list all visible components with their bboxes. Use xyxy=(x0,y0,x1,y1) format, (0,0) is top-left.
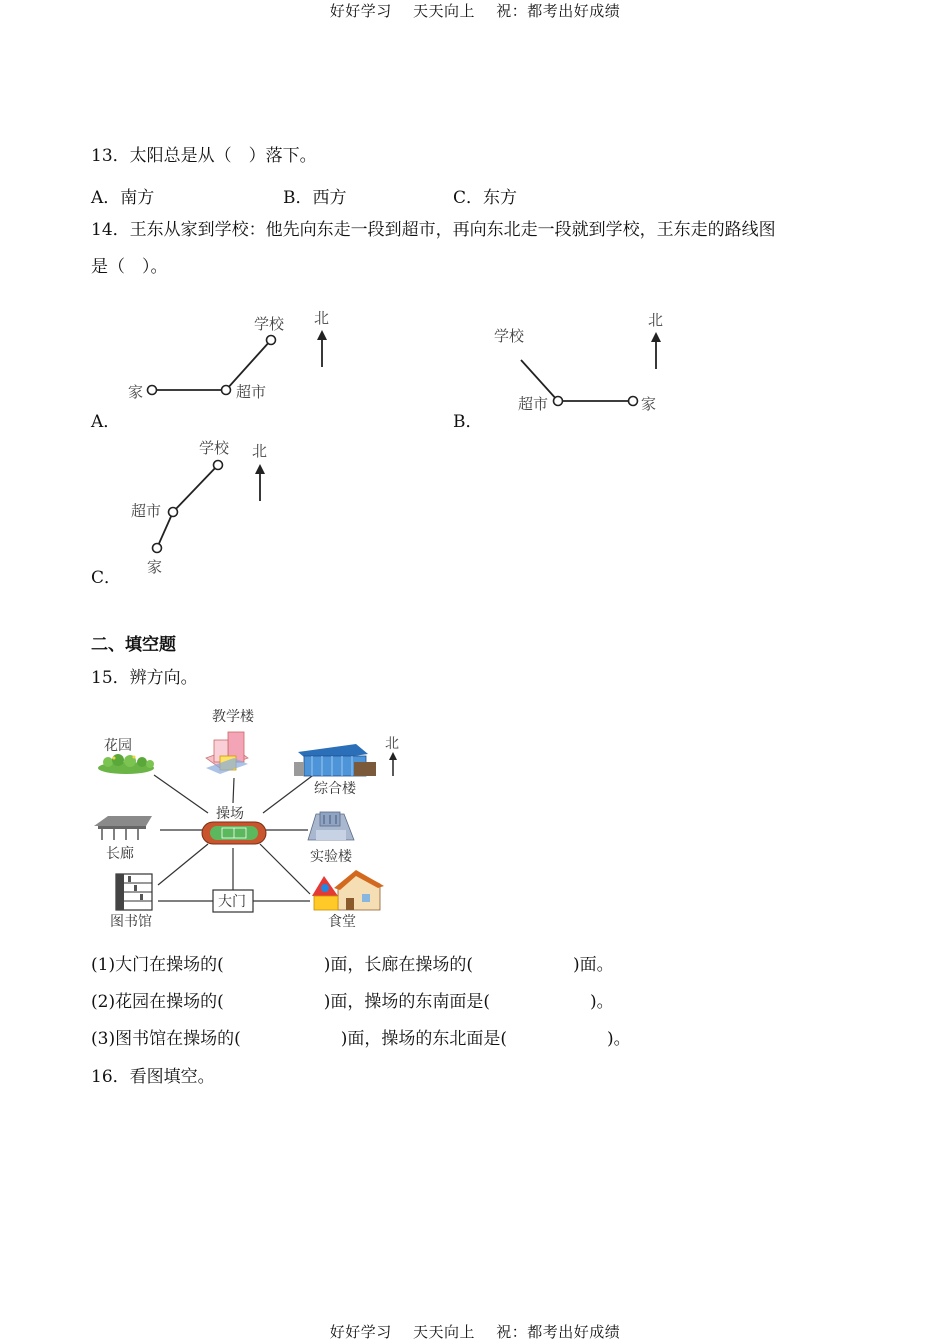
lab-building-label: 实验楼 xyxy=(310,849,352,865)
school-point xyxy=(267,336,276,345)
line-to-teaching-building xyxy=(233,778,234,803)
header-motto-3: 祝：都考出好成绩 xyxy=(496,2,621,20)
q15-sub1-part1: (1)大门在操场的( xyxy=(91,955,224,975)
q15-campus-map xyxy=(88,700,408,935)
north-label: 北 xyxy=(252,442,268,460)
q13-option-b: B．西方 xyxy=(283,188,347,208)
home-label: 家 xyxy=(147,558,163,576)
playground-icon xyxy=(202,822,266,844)
school-point xyxy=(214,461,223,470)
line-to-library xyxy=(158,844,208,885)
section-title-fill-blanks: 二、填空题 xyxy=(91,635,176,655)
q14-option-a-label: A． xyxy=(91,412,121,432)
home-point xyxy=(629,397,638,406)
q15-sub1-part3: )面。 xyxy=(572,955,614,975)
corridor-icon xyxy=(94,816,152,840)
supermarket-label: 超市 xyxy=(236,383,267,401)
route-supermarket-school xyxy=(173,465,218,512)
line-to-garden xyxy=(154,775,208,813)
q15-sub3-part3: )。 xyxy=(606,1029,631,1049)
q14-option-c-label: C． xyxy=(91,568,122,588)
home-label: 家 xyxy=(641,395,657,413)
q15-sub3 xyxy=(91,1029,631,1049)
q14-diagram-c xyxy=(125,435,285,580)
teaching-building-icon xyxy=(206,732,248,774)
q15-sub2-part1: (2)花园在操场的( xyxy=(91,992,224,1012)
supermarket-label: 超市 xyxy=(131,502,162,520)
q14-stem-line1: 14．王东从家到学校：他先向东走一段到超市，再向东北走一段就到学校，王东走的路线图 xyxy=(91,220,776,240)
q15-sub1 xyxy=(91,955,614,975)
school-label: 学校 xyxy=(199,439,230,457)
complex-building-label: 综合楼 xyxy=(314,781,356,797)
footer-motto-3: 祝：都考出好成绩 xyxy=(496,1323,621,1341)
q15-sub2 xyxy=(91,992,614,1012)
q13-option-c: C．东方 xyxy=(453,188,518,208)
page-footer xyxy=(0,1321,950,1342)
map-north-arrowhead-icon xyxy=(389,752,397,760)
q14-stem-line2: 是（ ）。 xyxy=(91,257,168,277)
home-point xyxy=(153,544,162,553)
canteen-label: 食堂 xyxy=(328,914,356,930)
supermarket-point xyxy=(222,386,231,395)
line-to-complex-building xyxy=(263,770,320,813)
library-label: 图书馆 xyxy=(110,914,152,930)
corridor-label: 长廊 xyxy=(106,846,134,862)
footer-motto-1: 好好学习 xyxy=(329,1323,392,1341)
header-motto-2: 天天向上 xyxy=(412,2,475,20)
supermarket-point xyxy=(554,397,563,406)
teaching-building-label: 教学楼 xyxy=(212,709,254,725)
q15-sub3-part1: (3)图书馆在操场的( xyxy=(91,1029,241,1049)
gate-label: 大门 xyxy=(218,894,246,910)
home-label: 家 xyxy=(128,383,144,401)
q13-stem: 13．太阳总是从（ ）落下。 xyxy=(91,146,317,166)
supermarket-point xyxy=(169,508,178,517)
q15-stem: 15．辨方向。 xyxy=(91,668,198,688)
q15-sub2-part3: )。 xyxy=(589,992,614,1012)
q15-sub3-part2: )面，操场的东北面是( xyxy=(340,1029,507,1049)
footer-motto-2: 天天向上 xyxy=(412,1323,475,1341)
page-header xyxy=(0,0,950,21)
q15-sub1-part2: )面，长廊在操场的( xyxy=(323,955,473,975)
library-icon xyxy=(116,874,152,910)
home-point xyxy=(148,386,157,395)
map-north-label: 北 xyxy=(385,736,399,752)
q16-stem: 16．看图填空。 xyxy=(91,1067,215,1087)
q13-option-a: A．南方 xyxy=(91,188,155,208)
q15-sub2-part2: )面，操场的东南面是( xyxy=(323,992,490,1012)
q14-option-b-label: B． xyxy=(453,412,483,432)
supermarket-label: 超市 xyxy=(518,395,549,413)
complex-building-icon xyxy=(294,744,376,776)
lab-building-icon xyxy=(308,812,354,840)
north-arrowhead-icon xyxy=(255,464,265,474)
header-motto-1: 好好学习 xyxy=(329,2,392,20)
garden-label: 花园 xyxy=(104,738,132,754)
school-label: 学校 xyxy=(254,315,285,333)
line-to-canteen xyxy=(260,844,310,894)
school-label: 学校 xyxy=(494,327,525,345)
garden-icon xyxy=(98,754,154,774)
q14-diagram-a xyxy=(120,305,350,415)
canteen-icon xyxy=(312,870,384,910)
north-arrowhead-icon xyxy=(317,330,327,340)
playground-label: 操场 xyxy=(216,806,244,822)
north-label: 北 xyxy=(314,309,330,327)
north-label: 北 xyxy=(648,311,664,329)
north-arrowhead-icon xyxy=(651,332,661,342)
q14-diagram-b xyxy=(490,305,680,420)
